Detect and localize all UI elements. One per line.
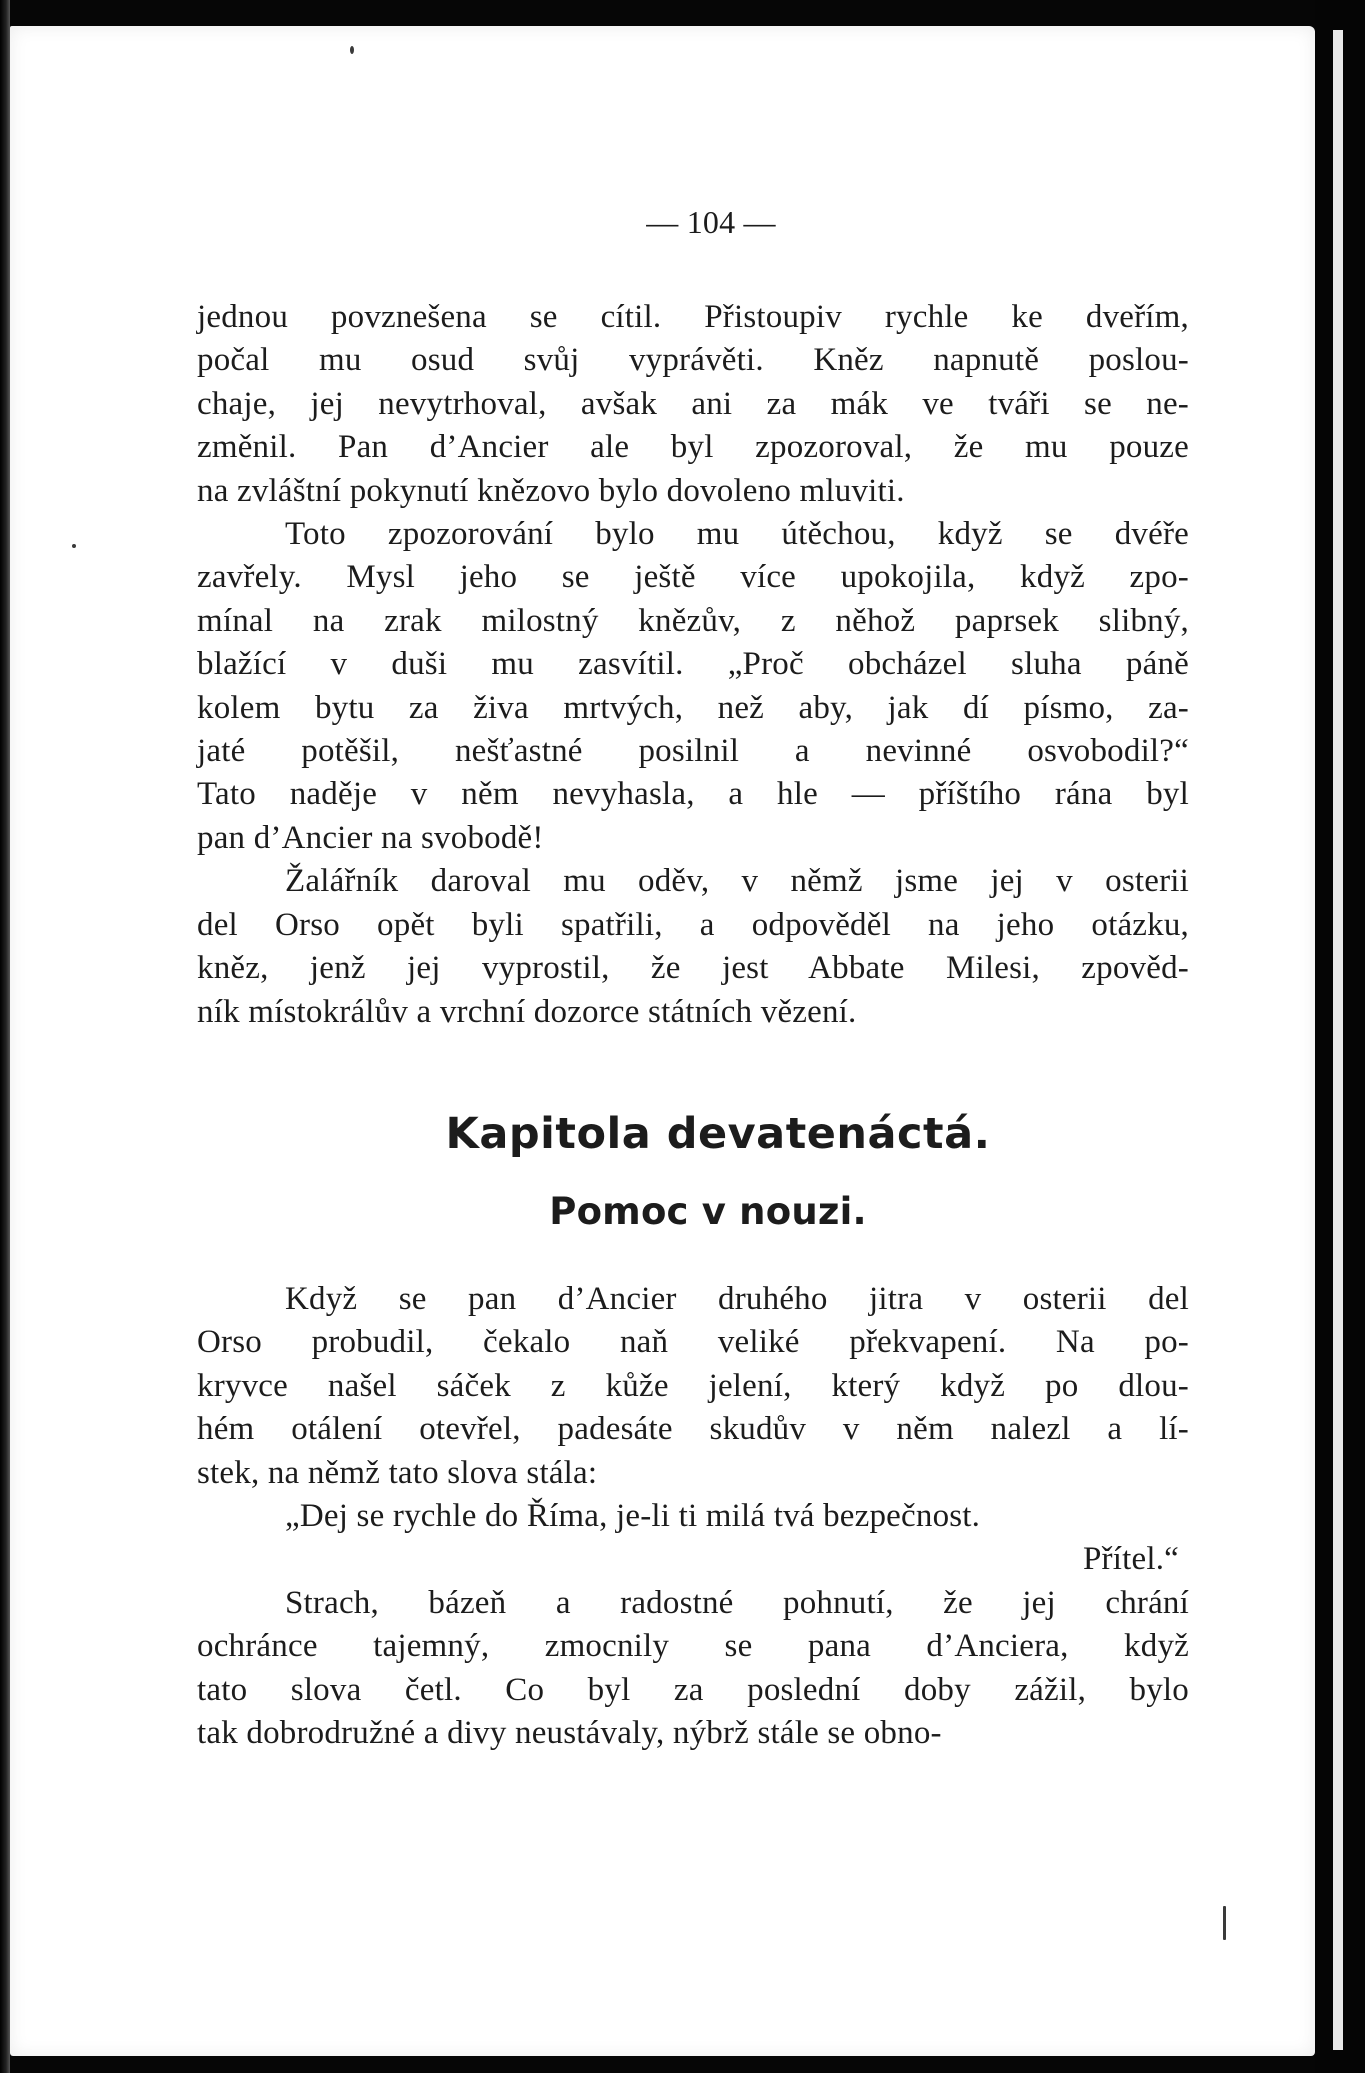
dust-speck — [350, 46, 354, 54]
text-line: tato slova četl. Co byl za poslední doby zážil, bylo — [197, 1671, 1189, 1708]
title-spacer — [197, 1240, 1189, 1278]
text-line: kolem bytu za živa mrtvých, než aby, jak dí písmo, za- — [197, 689, 1189, 726]
page-number: — 104 — — [646, 204, 776, 240]
dust-speck — [72, 544, 76, 548]
paragraph — [197, 1582, 1189, 1756]
text-line: del Orso opět byli spatřili, a odpověděl na jeho otázku, — [197, 906, 1189, 943]
text-line: zavřely. Mysl jeho se ještě více upokojila, když zpo- — [197, 559, 1189, 596]
paragraph — [197, 513, 1189, 860]
text-line: tak dobrodružné a divy neustávaly, nýbrž stále se obno- — [197, 1714, 942, 1751]
text-line: kryvce našel sáček z kůže jelení, který když po dlou- — [197, 1367, 1189, 1404]
book-spine-shadow — [0, 0, 10, 2073]
text-line: Orso probudil, čekalo naň veliké překvapení. Na po- — [197, 1324, 1189, 1361]
text-line: Toto zpozorování bylo mu útěchou, když se dvéře — [285, 516, 1189, 553]
text-line: hém otálení otevřel, padesáte skudův v něm nalezl a lí- — [197, 1411, 1189, 1448]
next-page-edge — [1333, 30, 1343, 2050]
text-line: změnil. Pan d’Ancier ale byl zpozoroval, že mu pouze — [197, 429, 1189, 466]
text-line: ník místokrálův a vrchní dozorce státních vězení. — [197, 993, 857, 1030]
text-line: Žalářník daroval mu oděv, v němž jsme jej v osterii — [285, 863, 1189, 900]
dust-speck — [1223, 1906, 1226, 1940]
text-line: mínal na zrak milostný knězův, z něhož paprsek slibný, — [197, 602, 1189, 639]
text-line: Strach, bázeň a radostné pohnutí, že jej chrání — [285, 1584, 1189, 1621]
paragraph — [197, 296, 1189, 513]
title-spacer — [197, 1164, 1189, 1184]
text-line: Když se pan d’Ancier druhého jitra v osterii del — [285, 1280, 1189, 1317]
section-title: Pomoc v nouzi. — [549, 1189, 867, 1233]
text-line: stek, na němž tato slova stála: — [197, 1454, 598, 1491]
text-line: pan d’Ancier na svobodě! — [197, 819, 544, 856]
text-line: jaté potěšil, nešťastné posilnil a nevinné osvobodil?“ — [197, 733, 1189, 770]
text-line: počal mu osud svůj vyprávěti. Kněz napnutě poslou- — [197, 342, 1189, 379]
chapter-title: Kapitola devatenáctá. — [445, 1108, 991, 1159]
paragraph — [197, 1278, 1189, 1495]
paragraph — [197, 860, 1189, 1034]
text-block — [197, 198, 1189, 1755]
text-line: na zvláštní pokynutí knězovo bylo dovoleno mluviti. — [197, 472, 905, 509]
text-line: Tato naděje v něm nevyhasla, a hle — příštího rána byl — [197, 776, 1189, 813]
letter-signature: Přítel.“ — [1083, 1541, 1179, 1578]
text-line: jednou povznešena se cítil. Přistoupiv rychle ke dveřím, — [197, 299, 1189, 335]
text-line: blažící v duši mu zasvítil. „Proč obcházel sluha páně — [197, 646, 1189, 683]
section-spacer — [197, 1034, 1189, 1104]
text-line: chaje, jej nevytrhoval, avšak ani za mák ve tváři se ne- — [197, 385, 1189, 422]
text-line: ochránce tajemný, zmocnily se pana d’Anciera, když — [197, 1628, 1189, 1665]
text-line: „Dej se rychle do Říma, je-li ti milá tvá bezpečnost. — [285, 1497, 981, 1534]
text-line: kněz, jenž jej vyprostil, že jest Abbate Milesi, zpověd- — [197, 950, 1189, 987]
letter-quote — [197, 1495, 1189, 1538]
